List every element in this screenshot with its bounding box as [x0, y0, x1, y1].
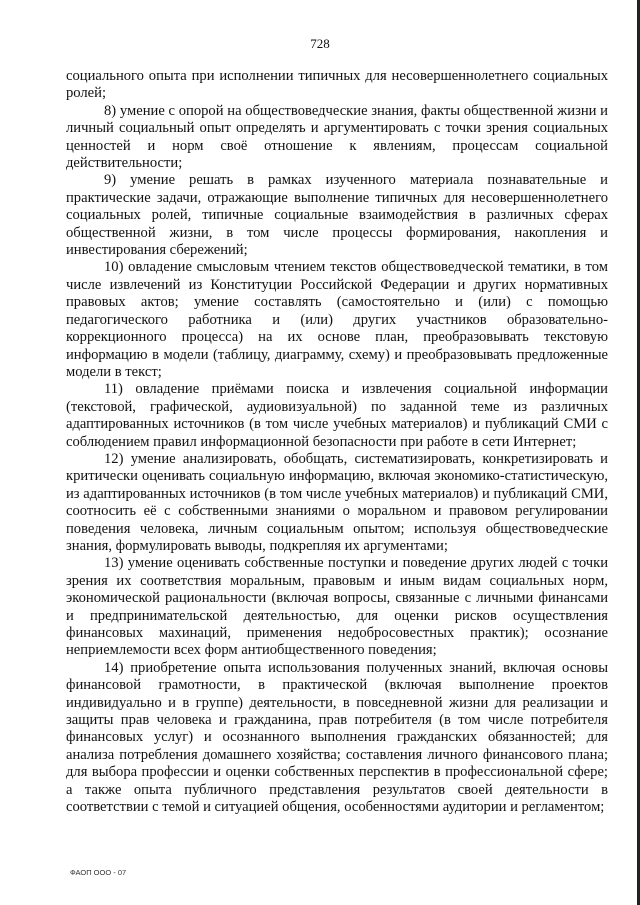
footer-code: ФАОП ООО - 07 — [70, 868, 127, 877]
page-number: 728 — [310, 36, 330, 51]
paragraph-item-13: 13) умение оценивать собственные поступки и поведение других людей с точки зрения их соответствия моральным, правовым и иным видам социальных норм, экономической рациональности (включая вопросы, связанные с личными финансами и предпринимательской деятельностью, для оценки рисков осуществления финансовых махинаций, применения недобросовестных практик); осознание неприемлемости всех форм антиобщественного поведения; — [66, 555, 608, 659]
paragraph-continuation: социального опыта при исполнении типичных для несовершеннолетнего социальных ролей; — [66, 68, 608, 102]
paragraph-item-12: 12) умение анализировать, обобщать, систематизировать, конкретизировать и критически оценивать социальную информацию, включая экономико-статистическую, из адаптированных источников (в том числе учебных материалов) и публикаций СМИ, соотносить её с собственными знаниями о моральном и правовом регулировании поведения человека, личным социальным опытом; используя обществоведческие знания, формулировать выводы, подкрепляя их аргументами; — [66, 450, 608, 554]
paragraph-item-14: 14) приобретение опыта использования полученных знаний, включая основы финансовой грамотности, в практической (включая выполнение проектов индивидуально и в группе) деятельности, в повседневной жизни для реализации и защиты прав человека и гражданина, прав потребителя (в том числе потребителя финансовых услуг) и осознанного выполнения гражданских обязанностей; для анализа потребления домашнего хозяйства; составления личного финансового плана; для выбора профессии и оценки собственных перспектив в профессиональной сфере; а также опыта публичного представления результатов своей деятельности в соответствии с темой и ситуацией общения, особенностями аудитории и регламентом; — [66, 659, 608, 816]
paragraph-item-8: 8) умение с опорой на обществоведческие знания, факты общественной жизни и личный социальный опыт определять и аргументировать с точки зрения социальных ценностей и норм своё отношение к явлениям, процессам социальной действительности; — [66, 102, 608, 172]
paragraph-item-10: 10) овладение смысловым чтением текстов обществоведческой тематики, в том числе извлечений из Конституции Российской Федерации и других нормативных правовых актов; умение составлять (самостоятельно и (или) с помощью педагогического работника и (или) других участников образовательно-коррекционного процесса) на их основе план, преобразовывать текстовую информацию в модели (таблицу, диаграмму, схему) и преобразовывать предложенные модели в текст; — [66, 259, 608, 380]
paragraph-item-11: 11) овладение приёмами поиска и извлечения социальной информации (текстовой, графической, аудиовизуальной) по заданной теме из различных адаптированных источников (в том числе учебных материалов) и публикаций СМИ с соблюдением правил информационной безопасности при работе в сети Интернет; — [66, 381, 608, 450]
paragraph-item-9: 9) умение решать в рамках изученного материала познавательные и практические задачи, отражающие выполнение типичных для несовершеннолетнего социальных ролей, типичные социальные взаимодействия в различных сферах общественной жизни, в том числе процессы формирования, накопления и инвестирования сбережений; — [66, 172, 608, 259]
body-text — [66, 68, 608, 816]
